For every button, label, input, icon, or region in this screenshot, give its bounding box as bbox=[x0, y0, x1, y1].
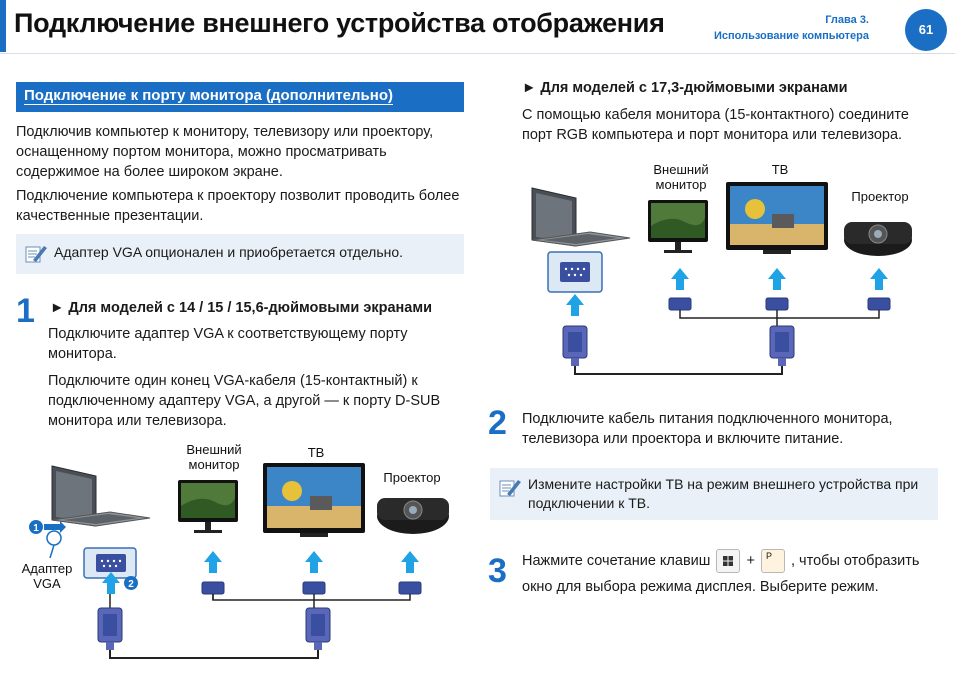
external-monitor-icon bbox=[178, 480, 238, 533]
vga-cable-plug-icon bbox=[98, 608, 122, 650]
arrow-up-icon bbox=[870, 268, 888, 290]
windows-logo-icon bbox=[717, 550, 739, 572]
vga-port-icon bbox=[766, 298, 788, 310]
step3-line1 bbox=[522, 549, 947, 573]
vga-port-icon bbox=[868, 298, 890, 310]
note-text: Адаптер VGA опционален и приобретается отдельно. bbox=[54, 244, 404, 260]
note-pencil-icon bbox=[498, 476, 522, 500]
adapter-label-line1: Адаптер bbox=[21, 561, 73, 576]
note-box-tv bbox=[490, 468, 938, 520]
step1-text-1: Подключите адаптер VGA к соответствующему порту монитора. bbox=[48, 326, 408, 362]
step-number-3: 3 bbox=[488, 552, 507, 590]
intro-paragraph: Подключив компьютер к монитору, телевизору или проектору, оснащенному портом монитора, можно просматривать содержимое на более широком экране. bbox=[16, 124, 434, 180]
laptop-icon bbox=[532, 188, 630, 246]
left-monitor-label-line1: Внешний bbox=[186, 442, 242, 457]
step3-text-after: , чтобы отобразить bbox=[790, 552, 920, 569]
p-key-label: P bbox=[765, 551, 772, 561]
section-heading-text: Подключение к порту монитора (дополнительно) bbox=[24, 87, 393, 104]
chapter-subtitle: Использование компьютера bbox=[713, 30, 869, 42]
vga-port-icon bbox=[202, 582, 224, 594]
arrow-up-icon bbox=[768, 268, 786, 290]
left-monitor-label bbox=[176, 442, 252, 472]
projector-paragraph: Подключение компьютера к проектору позволит проводить более качественные презентации. bbox=[16, 188, 460, 224]
note-box-vga bbox=[16, 234, 464, 274]
chapter-label: Глава 3. bbox=[825, 14, 869, 26]
vga-port-icon bbox=[399, 582, 421, 594]
step-number-1: 1 bbox=[16, 292, 35, 330]
page-number-badge: 61 bbox=[905, 9, 947, 51]
chapter-info bbox=[714, 12, 869, 44]
vga-port-icon bbox=[303, 582, 325, 594]
marker-1-label: 1 bbox=[33, 523, 39, 534]
connection-line bbox=[110, 594, 410, 600]
right-monitor-label-line1: Внешний bbox=[653, 162, 709, 177]
right-projector-label: Проектор bbox=[851, 189, 909, 204]
arrow-up-icon bbox=[401, 551, 419, 573]
left-monitor-label-line2: монитор bbox=[188, 457, 240, 472]
header-divider bbox=[0, 53, 955, 54]
vga-cable-plug-icon bbox=[563, 326, 587, 366]
adapter-label-line2: VGA bbox=[33, 576, 61, 591]
p-key-icon bbox=[761, 549, 785, 573]
right-paragraph: С помощью кабеля монитора (15-контактного) соедините порт RGB компьютера и порт монитора или телевизора. bbox=[522, 107, 909, 143]
left-projector-label: Проектор bbox=[383, 470, 441, 485]
laptop-icon bbox=[52, 466, 150, 526]
arrow-up-icon bbox=[671, 268, 689, 290]
vga-cable-plug-icon bbox=[306, 608, 330, 650]
plus-sign: + bbox=[746, 552, 755, 569]
vga-cable bbox=[110, 650, 318, 658]
tv-icon bbox=[263, 463, 365, 537]
projector-icon bbox=[844, 222, 912, 256]
port-highlight-icon bbox=[47, 531, 61, 545]
left-tv-label: ТВ bbox=[307, 445, 325, 460]
step1-title: ► Для моделей с 14 / 15 / 15,6-дюймовыми экранами bbox=[50, 300, 432, 316]
section-heading bbox=[16, 82, 464, 112]
connection-line bbox=[680, 310, 879, 318]
header-accent-bar bbox=[0, 0, 6, 52]
vga-cable-plug-icon bbox=[770, 326, 794, 366]
projector-icon bbox=[377, 498, 449, 534]
vga-port-highlight-icon bbox=[548, 252, 602, 292]
right-subheading: ► Для моделей с 17,3-дюймовыми экранами bbox=[522, 80, 848, 96]
pointer-line bbox=[50, 545, 54, 558]
step1-text-2: Подключите один конец VGA-кабеля (15-контактный) к подключенному адаптеру VGA, а другой — к порту D-SUB монитора или телевизора. bbox=[48, 373, 441, 429]
note-pencil-icon bbox=[24, 242, 48, 266]
step-number-2: 2 bbox=[488, 404, 507, 442]
right-tv-label: ТВ bbox=[771, 162, 789, 177]
tv-icon bbox=[726, 182, 828, 254]
arrow-up-icon bbox=[305, 551, 323, 573]
vga-cable bbox=[575, 366, 782, 374]
right-monitor-label bbox=[641, 162, 721, 192]
adapter-label bbox=[14, 561, 80, 591]
step2-text: Подключите кабель питания подключенного монитора, телевизора или проектора и включите питание. bbox=[522, 411, 893, 447]
arrow-up-icon bbox=[566, 294, 584, 316]
arrow-up-icon bbox=[204, 551, 222, 573]
marker-2-label: 2 bbox=[128, 579, 134, 590]
note-tv-text: Измените настройки ТВ на режим внешнего устройства при подключении к ТВ. bbox=[528, 476, 919, 511]
windows-key-icon bbox=[716, 549, 740, 573]
page-title: Подключение внешнего устройства отображения bbox=[14, 8, 665, 38]
step3-line2: окно для выбора режима дисплея. Выберите режим. bbox=[522, 579, 879, 595]
right-monitor-label-line2: монитор bbox=[655, 177, 707, 192]
step3-text-before: Нажмите сочетание клавиш bbox=[522, 552, 711, 569]
vga-port-icon bbox=[669, 298, 691, 310]
external-monitor-icon bbox=[648, 200, 708, 253]
